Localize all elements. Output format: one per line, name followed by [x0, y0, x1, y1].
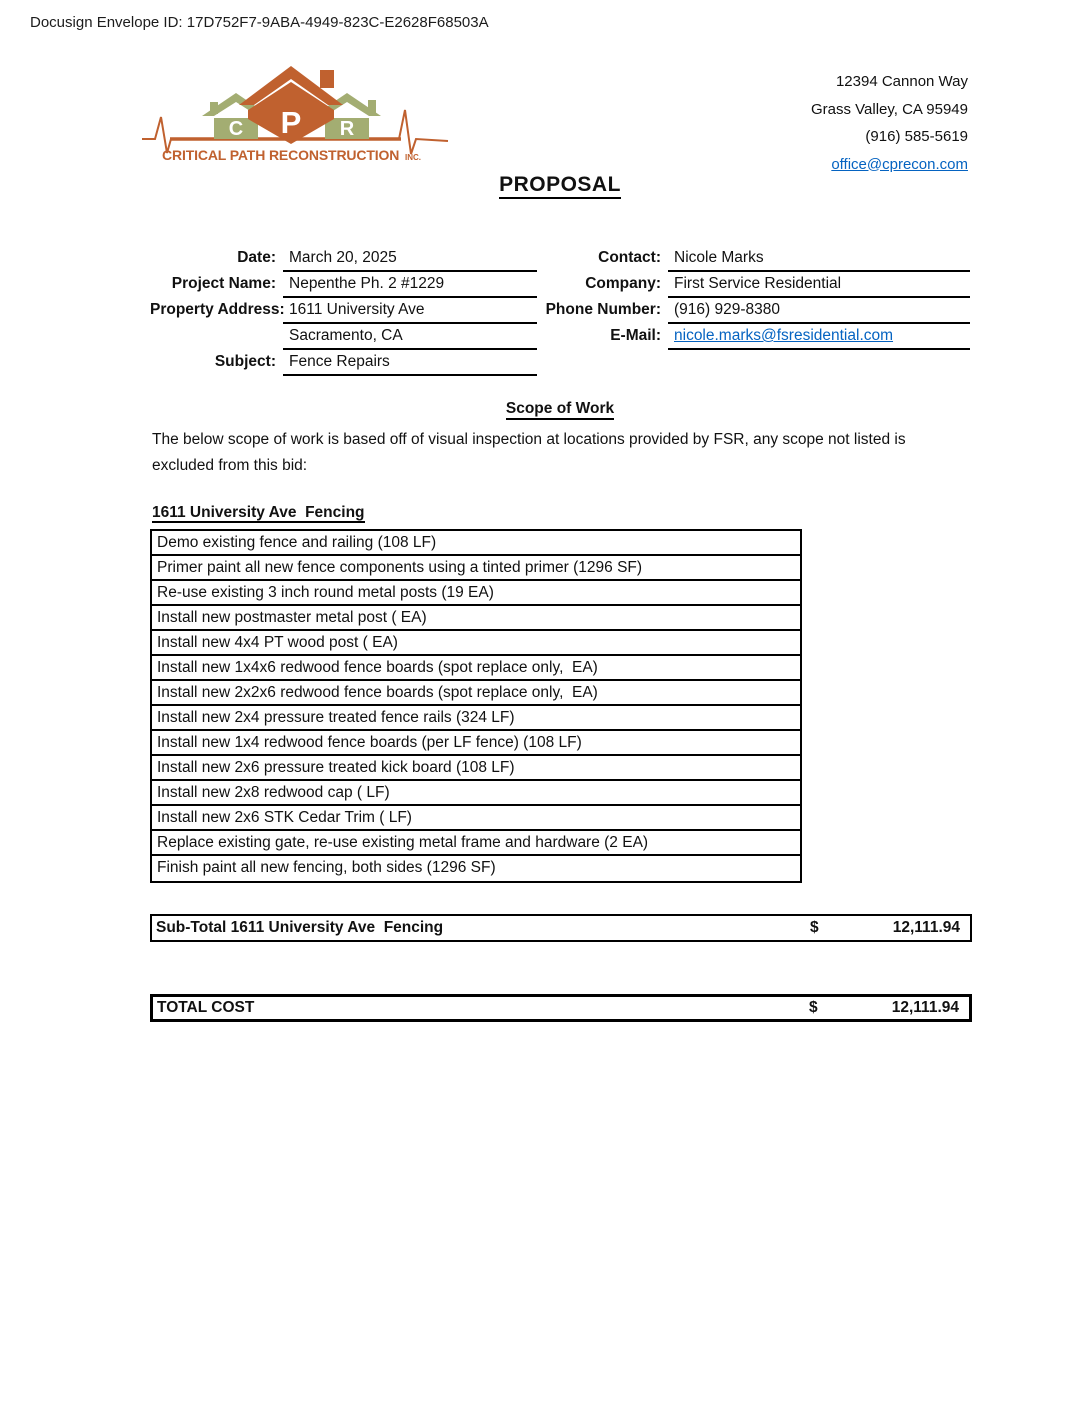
- company-address-line1: 12394 Cannon Way: [835, 73, 968, 90]
- proposal-info-form: [150, 246, 970, 376]
- scope-item-row: Install new 2x2x6 redwood fence boards (spot replace only, EA): [152, 681, 800, 706]
- logo-company-name: CRITICAL PATH RECONSTRUCTION: [162, 147, 400, 163]
- field-value-email: [668, 324, 970, 350]
- field-label-company: Company:: [585, 275, 661, 292]
- fencing-section-heading-row: [152, 504, 365, 522]
- total-cost-row: [150, 994, 972, 1022]
- total-cost-label: TOTAL COST: [157, 999, 255, 1016]
- scope-item-row: Install new 4x4 PT wood post ( EA): [152, 631, 800, 656]
- document-title-row: [150, 173, 970, 197]
- field-label-phone-number: Phone Number:: [545, 301, 661, 318]
- field-value-subject: Fence Repairs: [283, 350, 537, 376]
- total-currency-symbol: $: [809, 999, 818, 1016]
- scope-of-work-heading-row: [150, 400, 970, 418]
- scope-item-row: Install new 1x4 redwood fence boards (per LF fence) (108 LF): [152, 731, 800, 756]
- subtotal-amount: 12,111.94: [892, 919, 960, 936]
- scope-of-work-heading: Scope of Work: [506, 400, 614, 420]
- field-value-company: First Service Residential: [668, 272, 970, 298]
- field-label-date: Date:: [237, 249, 276, 266]
- field-label-empty: [537, 350, 668, 376]
- field-label-blank: [150, 324, 283, 350]
- subtotal-currency-symbol: $: [810, 919, 819, 936]
- field-value-project-name: Nepenthe Ph. 2 #1229: [283, 272, 537, 298]
- logo-inc-suffix: INC.: [405, 153, 421, 162]
- cpr-logo-graphic: [140, 60, 452, 168]
- company-contact-block: [811, 68, 968, 178]
- subtotal-row: [150, 914, 972, 942]
- scope-item-row: Install new 2x6 STK Cedar Trim ( LF): [152, 806, 800, 831]
- scope-item-row: Install new 2x4 pressure treated fence rails (324 LF): [152, 706, 800, 731]
- document-title: PROPOSAL: [499, 173, 621, 199]
- company-logo: [140, 60, 452, 168]
- scope-item-row: Install new 2x8 redwood cap ( LF): [152, 781, 800, 806]
- field-label-project-name: Project Name:: [171, 275, 276, 292]
- scope-item-row: Replace existing gate, re-use existing metal frame and hardware (2 EA): [152, 831, 800, 856]
- scope-item-row: Demo existing fence and railing (108 LF): [152, 531, 800, 556]
- scope-item-row: Install new 2x6 pressure treated kick board (108 LF): [152, 756, 800, 781]
- field-label-email: E-Mail:: [610, 327, 661, 344]
- field-value-empty: [668, 350, 970, 376]
- field-value-property-city: Sacramento, CA: [283, 324, 537, 350]
- field-value-contact: Nicole Marks: [668, 246, 970, 272]
- logo-letter-r: R: [339, 118, 355, 140]
- field-label-property-address: Property Address:: [150, 301, 285, 318]
- scope-item-row: Install new 1x4x6 redwood fence boards (spot replace only, EA): [152, 656, 800, 681]
- scope-item-row: Re-use existing 3 inch round metal posts (19 EA): [152, 581, 800, 606]
- docusign-envelope-id: Docusign Envelope ID: 17D752F7-9ABA-4949-823C-E2628F68503A: [30, 14, 489, 31]
- logo-letter-p: P: [280, 105, 302, 140]
- field-value-property-address: 1611 University Ave: [283, 298, 537, 324]
- field-label-subject: Subject:: [214, 353, 276, 370]
- field-label-contact: Contact:: [598, 249, 661, 266]
- field-value-date: March 20, 2025: [283, 246, 537, 272]
- scope-item-row: Install new postmaster metal post ( EA): [152, 606, 800, 631]
- scope-items-table: [150, 529, 802, 883]
- subtotal-label: Sub-Total 1611 University Ave Fencing: [156, 919, 444, 936]
- fencing-section-heading: 1611 University Ave Fencing: [152, 504, 365, 521]
- company-email-link[interactable]: office@cprecon.com: [831, 155, 968, 173]
- contact-email-link[interactable]: nicole.marks@fsresidential.com: [674, 327, 894, 344]
- scope-item-row: Finish paint all new fencing, both sides (1296 SF): [157, 859, 496, 876]
- total-amount: 12,111.94: [891, 999, 959, 1016]
- ekg-line-right: [399, 110, 448, 154]
- company-phone: (916) 585-5619: [865, 128, 968, 145]
- scope-item-row: Primer paint all new fence components using a tinted primer (1296 SF): [152, 556, 800, 581]
- logo-letter-c: C: [228, 118, 244, 140]
- scope-of-work-description: The below scope of work is based off of visual inspection at locations provided by FSR, any scope not listed is excluded from this bid:: [152, 431, 906, 474]
- company-address-line2: Grass Valley, CA 95949: [810, 100, 968, 118]
- field-value-phone-number: (916) 929-8380: [668, 298, 970, 324]
